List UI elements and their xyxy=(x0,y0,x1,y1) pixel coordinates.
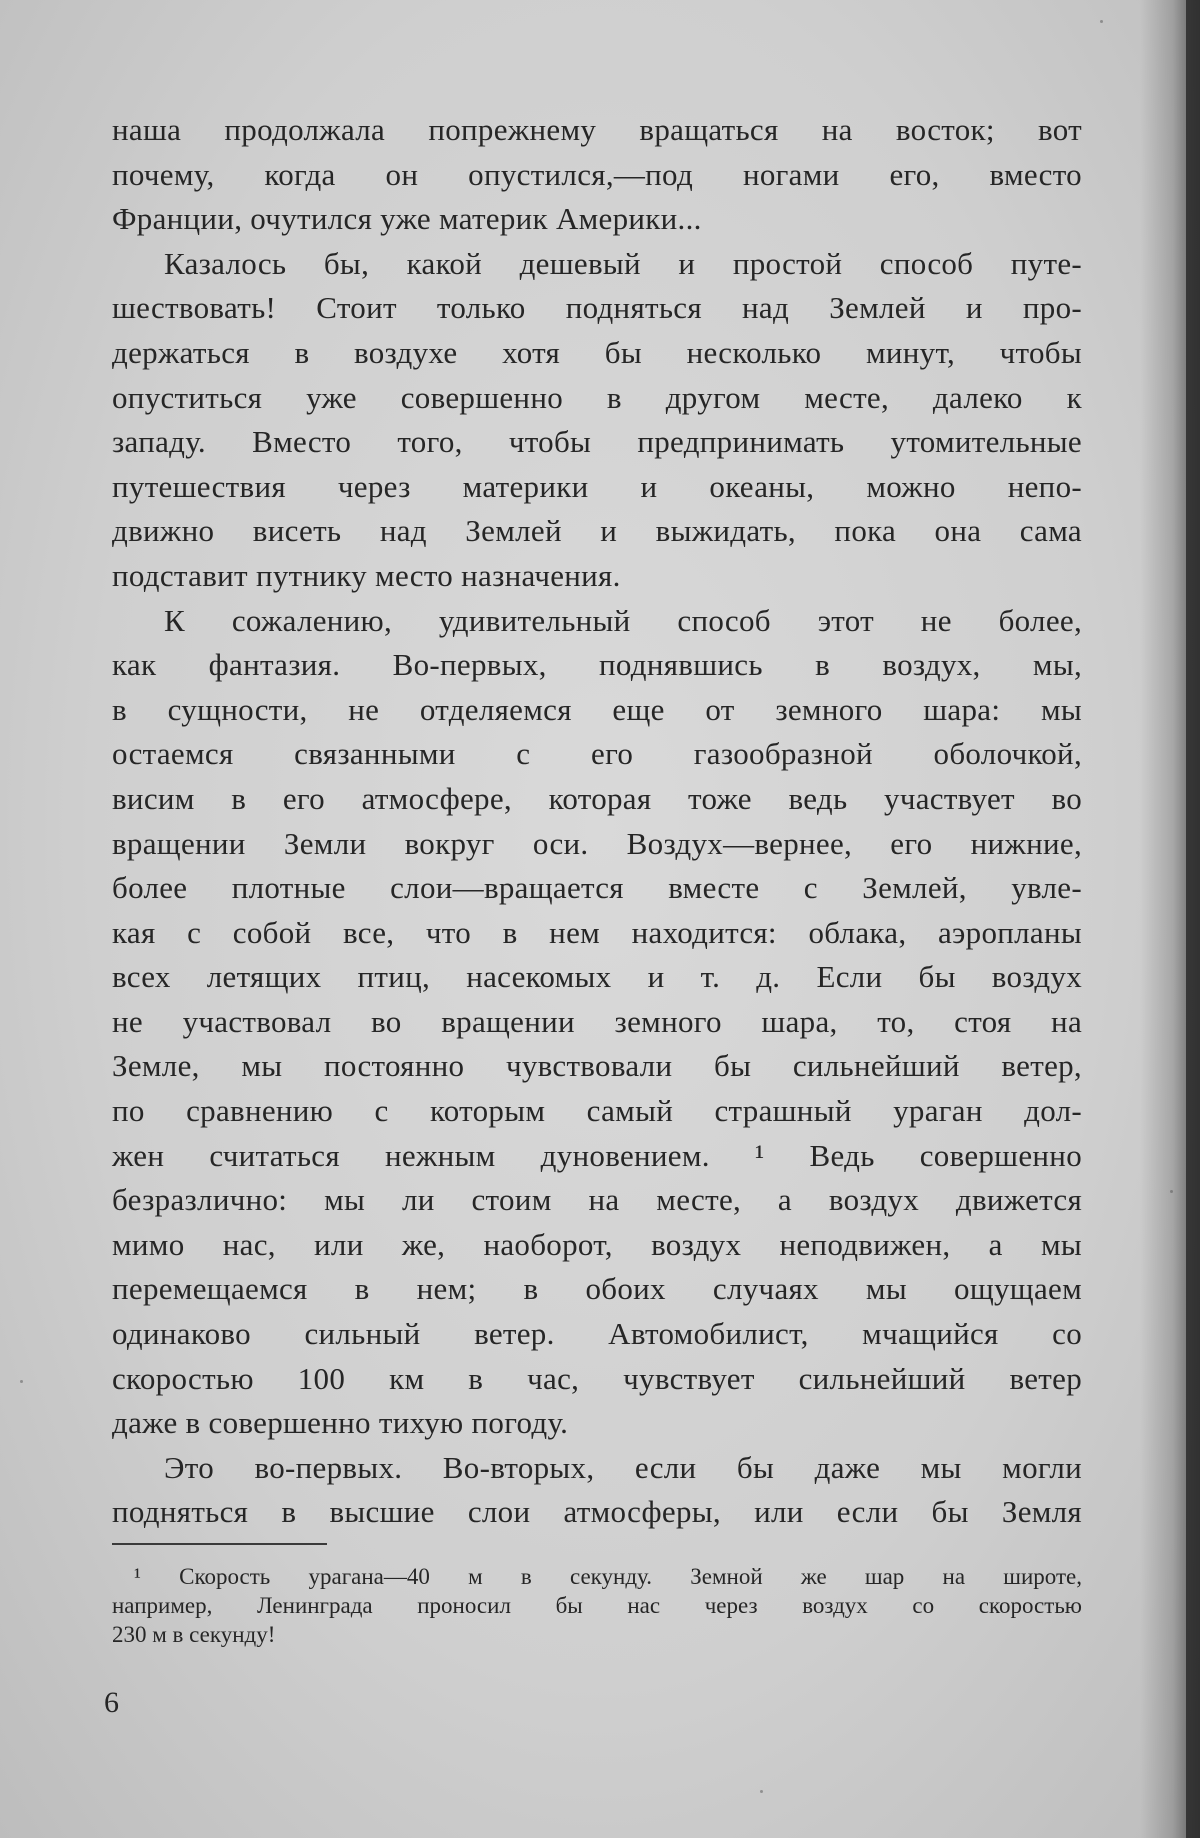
text-line: одинаково сильный ветер. Автомобилист, мчащийся со xyxy=(112,1316,1082,1352)
page-number: 6 xyxy=(104,1686,119,1719)
text-line: почему, когда он опустился,—под ногами его, вместо xyxy=(112,156,1082,192)
footnote-line: ¹ Скорость урагана—40 м в секунду. Земной же шар на широте, xyxy=(134,1564,1082,1589)
text-line: не участвовал во вращении земного шара, то, стоя на xyxy=(112,1003,1082,1039)
text-line: держаться в воздухе хотя бы несколько минут, чтобы xyxy=(112,334,1082,370)
text-line: путешествия через материки и океаны, можно непо- xyxy=(112,468,1082,504)
scan-speck xyxy=(760,1790,763,1793)
text-line: всех летящих птиц, насекомых и т. д. Если бы воздух xyxy=(112,959,1082,995)
text-line: по сравнению с которым самый страшный ураган дол- xyxy=(112,1093,1082,1129)
text-line: скоростью 100 км в час, чувствует сильнейший ветер xyxy=(112,1360,1082,1396)
page-edge xyxy=(1186,0,1200,1838)
text-line: вращении Земли вокруг оси. Воздух—вернее, его нижние, xyxy=(112,825,1082,861)
text-line: Это во-первых. Во-вторых, если бы даже мы могли xyxy=(164,1449,1082,1485)
text-line: перемещаемся в нем; в обоих случаях мы ощущаем xyxy=(112,1271,1082,1307)
text-line: мимо нас, или же, наоборот, воздух неподвижен, а мы xyxy=(112,1226,1082,1262)
text-line: опуститься уже совершенно в другом месте, далеко к xyxy=(112,379,1082,415)
footnote xyxy=(112,1562,1082,1649)
scan-speck xyxy=(20,1380,23,1383)
text-line: Франции, очутился уже материк Америки... xyxy=(112,201,702,237)
text-line: кая с собой все, что в нем находится: облака, аэропланы xyxy=(112,914,1082,950)
text-line: Земле, мы постоянно чувствовали бы сильнейший ветер, xyxy=(112,1048,1082,1084)
text-line: наша продолжала попрежнему вращаться на восток; вот xyxy=(112,112,1082,147)
text-line: западу. Вместо того, чтобы предпринимать утомительные xyxy=(112,424,1082,460)
text-line: жен считаться нежным дуновением. ¹ Ведь совершенно xyxy=(112,1137,1082,1173)
text-line: подняться в высшие слои атмосферы, или если бы Земля xyxy=(112,1494,1082,1530)
text-line: более плотные слои—вращается вместе с Землей, увле- xyxy=(112,870,1082,906)
text-line: подставит путнику место назначения. xyxy=(112,557,621,593)
text-line: как фантазия. Во-первых, поднявшись в воздух, мы, xyxy=(112,647,1082,683)
text-line: в сущности, не отделяемся еще от земного шара: мы xyxy=(112,691,1082,727)
text-line: К сожалению, удивительный способ этот не более, xyxy=(164,602,1082,638)
scan-speck xyxy=(1100,20,1103,23)
text-line: шествовать! Стоит только подняться над Землей и про- xyxy=(112,290,1082,326)
text-line: висим в его атмосфере, которая тоже ведь участвует во xyxy=(112,780,1082,816)
text-line: остаемся связанными с его газообразной оболочкой, xyxy=(112,736,1082,772)
footnote-separator xyxy=(112,1543,327,1545)
footnote-line: 230 м в секунду! xyxy=(112,1622,276,1647)
text-line: даже в совершенно тихую погоду. xyxy=(112,1405,569,1441)
text-line: движно висеть над Землей и выжидать, пока она сама xyxy=(112,513,1082,549)
text-line: безразлично: мы ли стоим на месте, а воздух движется xyxy=(112,1182,1082,1218)
body-text xyxy=(112,108,1082,1535)
footnote-line: например, Ленинграда проносил бы нас через воздух со скоростью xyxy=(112,1593,1082,1618)
scan-speck xyxy=(1170,1190,1173,1193)
text-line: Казалось бы, какой дешевый и простой способ путе- xyxy=(164,245,1082,281)
